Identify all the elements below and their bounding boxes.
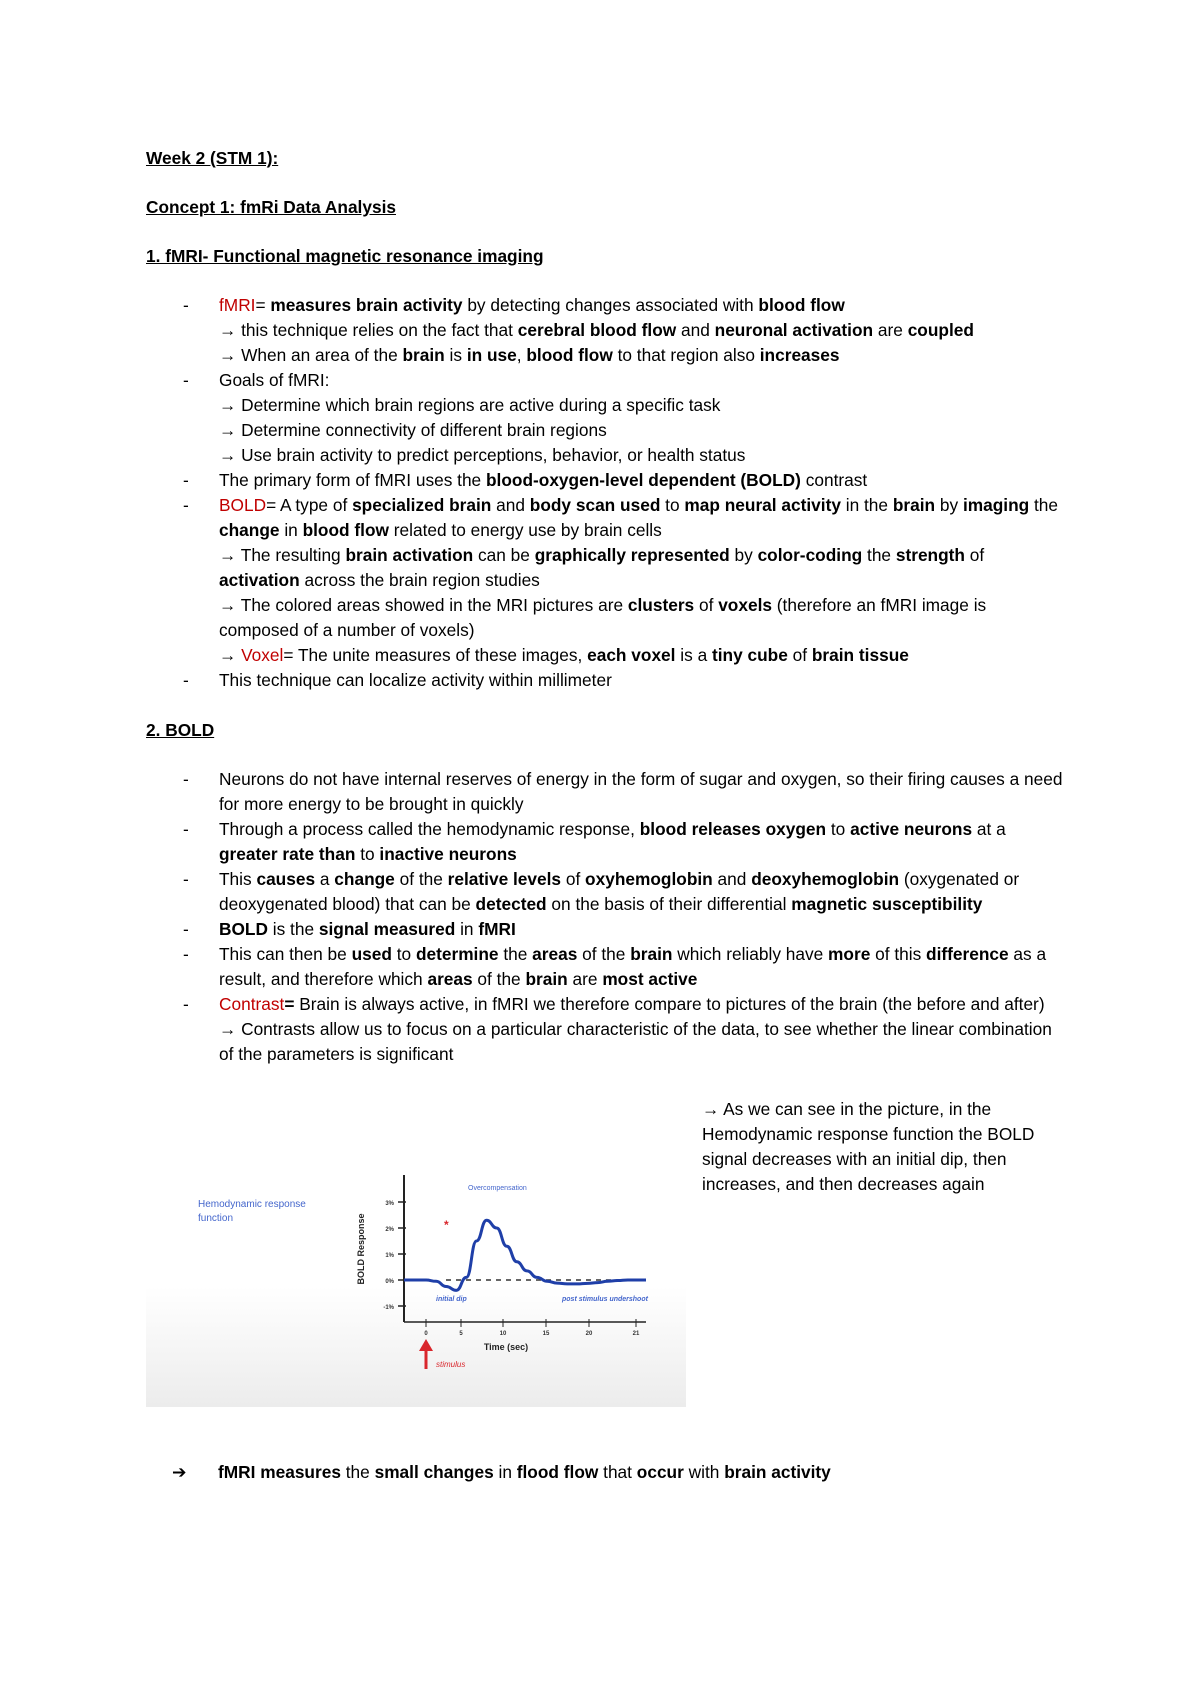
sub-point: → Contrasts allow us to focus on a particular characteristic of the data, to see whether the linear combination of the parameters is significant (219, 1019, 1052, 1064)
y-tick-label: -1% (383, 1305, 394, 1311)
concept-heading: Concept 1: fmRi Data Analysis (146, 197, 396, 217)
list-item: - The primary form of fMRI uses the blood-oxygen-level dependent (BOLD) contrast (146, 468, 1066, 493)
section1-heading: 1. fMRI- Functional magnetic resonance imaging (146, 246, 544, 266)
list-item: - BOLD= A type of specialized brain and body scan used to map neural activity in the brain by imaging the change in blood flow related to energy use by brain cells → The resulting brain activation can be graphically represented by color-coding the strength of activation across the brain region studies → The colored areas showed in the MRI pictures are clusters of voxels (therefore an fMRI image is composed of a number of voxels) → Voxel= The unite measures of these images, each voxel is a tiny cube of brain tissue (146, 493, 1066, 668)
list-item: - This technique can localize activity within millimeter (146, 668, 1066, 693)
y-tick-label: 3% (385, 1201, 394, 1207)
list-item: - This causes a change of the relative levels of oxyhemoglobin and deoxyhemoglobin (oxygenated or deoxygenated blood) that can be detected on the basis of their differential magnetic susceptibility (146, 867, 1066, 917)
peak-marker: * (444, 1218, 449, 1232)
x-tick-label: 21 (632, 1331, 640, 1337)
sub-point: → this technique relies on the fact that cerebral blood flow and neuronal activation are coupled (219, 320, 974, 340)
summary-text: fMRI measures the small changes in flood flow that occur with brain activity (218, 1462, 831, 1482)
y-axis-label: BOLD Response (356, 1213, 366, 1285)
x-tick-label: 10 (499, 1331, 507, 1337)
chart-title-line2: function (198, 1213, 234, 1224)
section2-list (146, 767, 1066, 1067)
arrow-right-icon: ➔ (172, 1462, 187, 1482)
figure-row (146, 1097, 1066, 1437)
sub-point: → Determine connectivity of different brain regions (219, 420, 607, 440)
x-axis-label: Time (sec) (483, 1342, 529, 1352)
section2-heading: 2. BOLD (146, 720, 215, 740)
list-item: - fMRI= measures brain activity by detecting changes associated with blood flow → this technique relies on the fact that cerebral blood flow and neuronal activation are coupled → When an area of the brain is in use, blood flow to that region also increases (146, 293, 1066, 368)
stimulus-arrow-icon (419, 1339, 433, 1351)
figure-explanation: → As we can see in the picture, in the Hemodynamic response function the BOLD signal decreases with an initial dip, then increases, and then decreases again (702, 1099, 1035, 1194)
x-tick-label: 0 (424, 1331, 428, 1337)
list-item: - Neurons do not have internal reserves of energy in the form of sugar and oxygen, so their firing causes a need for more energy to be brought in quickly (146, 767, 1066, 817)
sub-point: → Use brain activity to predict perceptions, behavior, or health status (219, 445, 746, 465)
list-item: - Goals of fMRI: → Determine which brain regions are active during a specific task → Determine connectivity of different brain regions → Use brain activity to predict perceptions, behavior, or health status (146, 368, 1066, 468)
x-tick-label: 20 (585, 1331, 593, 1337)
list-item: - This can then be used to determine the areas of the brain which reliably have more of this difference as a result, and therefore which areas of the brain are most active (146, 942, 1066, 992)
annotation-initial-dip: initial dip (436, 1296, 467, 1303)
sub-point: → Voxel= The unite measures of these images, each voxel is a tiny cube of brain tissue (219, 645, 909, 665)
week-heading: Week 2 (STM 1): (146, 148, 279, 168)
y-tick-label: 0% (385, 1279, 394, 1285)
section1-list (146, 293, 1066, 693)
y-tick-label: 2% (385, 1227, 394, 1233)
hrf-chart (146, 1107, 686, 1407)
sub-point: → When an area of the brain is in use, blood flow to that region also increases (219, 345, 840, 365)
annotation-undershoot: post stimulus undershoot (562, 1296, 648, 1303)
list-item: - Contrast= Brain is always active, in fMRI we therefore compare to pictures of the brain (the before and after) → Contrasts allow us to focus on a particular characteristic of the data, to see whether the linear combination of the parameters is significant (146, 992, 1066, 1067)
sub-point: → The resulting brain activation can be graphically represented by color-coding the strength of activation across the brain region studies (219, 545, 985, 590)
list-item: - Through a process called the hemodynamic response, blood releases oxygen to active neurons at a greater rate than to inactive neurons (146, 817, 1066, 867)
list-item: - BOLD is the signal measured in fMRI (146, 917, 1066, 942)
y-tick-label: 1% (385, 1253, 394, 1259)
bold-response-line (404, 1220, 646, 1290)
x-tick-label: 15 (542, 1331, 550, 1337)
annotation-overcompensation: Overcompensation (468, 1185, 527, 1192)
chart-title: Hemodynamic response (198, 1199, 306, 1210)
annotation-stimulus: stimulus (436, 1360, 466, 1369)
sub-point: → The colored areas showed in the MRI pictures are clusters of voxels (therefore an fMRI image is composed of a number of voxels) (219, 595, 987, 640)
document-content (146, 146, 1066, 1437)
hrf-figure (146, 1107, 686, 1407)
x-tick-label: 5 (459, 1331, 463, 1337)
sub-point: → Determine which brain regions are active during a specific task (219, 395, 721, 415)
